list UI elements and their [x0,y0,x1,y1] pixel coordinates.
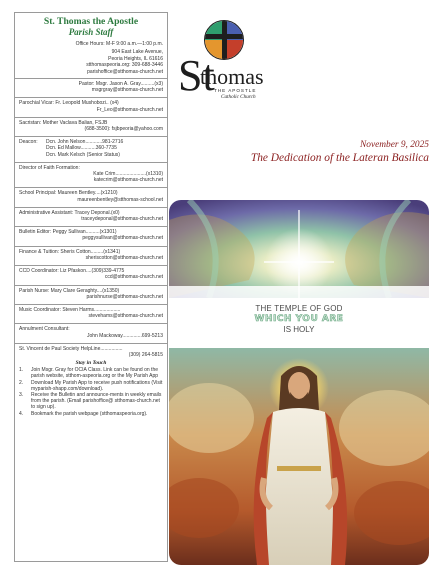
finance-email[interactable]: sheriscotton@stthomas-church.net [85,254,163,261]
deacon-spacer [19,152,46,158]
nurse-line: Parish Nurse: Mary Clare Geraghty....(x1350) [19,287,120,294]
sky-light-image [169,200,429,298]
music-email[interactable]: stevehams@stthomas-church.net [88,313,163,320]
list-item [19,380,163,392]
sacristan-block [15,118,167,133]
principal-line: School Principal: Maureen Bentley....(x1210) [19,190,118,197]
finance-line: Finance & Tuition: Sheris Cotton.........(x1341) [19,248,121,255]
principal-block [15,188,167,203]
svdp-block [15,344,167,359]
pastor-line: Pastor: Msgr. Jason A. Gray..........(x3) [78,81,163,88]
list-number: 3. [19,391,24,398]
music-line: Music Coordinator: Steven Harms................... [19,306,121,313]
list-text: Bookmark the parish webpage (stthomaspeoria.org). [31,410,148,417]
caption-highlight: WHICH YOU ARE [254,314,344,324]
deacon-line: Dcn. Ed Mallow...........360-7735 [46,145,117,152]
logo-catholic-church: Catholic Church [221,94,256,100]
admin-line: Administrative Assistant: Tracey Deponal.(x0) [19,209,120,216]
parish-logo [178,14,268,114]
sacristan-line: Sacristan: Mother Vaclava Balian, FSJB [19,119,108,126]
annulment-title: Annulment Consultant: [19,326,70,333]
sacristan-email[interactable]: (688-3500): fsjbpeoria@yahoo.com [84,126,163,133]
logo-st: St [178,51,215,100]
nurse-block [15,286,167,301]
list-text: Receive the Bulletin and announce-ments in weekly emails from the parish. (Email parishoffice@ stthomas-church.net to sign up). [31,391,162,411]
list-text: Download My Parish App to receive push notifications (Visit myparish-shapp.com/download). [31,379,163,392]
ccd-block [15,266,167,281]
vicar-line: Parochial Vicar: Fr. Leopold Mushobozi.. (x4) [19,100,119,107]
staff-title: Parish Staff [68,27,114,37]
office-hours: Office Hours: M-F 9:00 a.m.—1:00 p.m. [75,41,163,47]
bulletin-block [15,227,167,242]
christ-painting-image [169,348,429,565]
admin-block [15,208,167,223]
list-number: 2. [19,379,24,386]
bulletin-date: November 9, 2025 [360,140,429,150]
principal-email[interactable]: maureenbentley@stthomas-school.net [77,196,163,203]
vicar-email[interactable]: Fr_Leo@stthomas-church.net [96,106,163,113]
parish-staff-panel [14,12,168,562]
list-number: 1. [19,367,24,374]
office-email[interactable]: parishoffice@stthomas-church.net [87,68,163,75]
formation-title: Director of Faith Formation: [19,164,80,171]
formation-block [15,163,167,185]
nurse-email[interactable]: parishnurse@stthomas-church.net [86,293,163,300]
list-text: Join Msgr. Gray for OCIA Class. Link can be found on the parish website, stthom-aspeoria.org or the My Parish App [31,367,159,380]
finance-block [15,247,167,262]
formation-email[interactable]: katecrim@stthomas-church.net [93,177,163,184]
vicar-block [15,98,167,113]
ccd-email[interactable]: ccd@stthomas-church.net [104,274,163,281]
feast-title: The Dedication of the Lateran Basilica [250,152,429,164]
pastor-block [15,79,167,94]
ccd-line: CCD Coordinator: Liz Pfaskon....(309)339-4775 [19,268,125,275]
logo-thomas: thomas [200,64,264,89]
list-item [19,367,163,379]
list-item [19,411,163,417]
caption-line: THE TEMPLE OF GOD [255,304,343,313]
deacon-line: Dcn. Mark Kelsch (Senior Status) [46,151,120,158]
svdp-phone: (309) 264-5815 [128,351,163,358]
address-line: Peoria Heights, IL 61616 [108,55,163,62]
cover-artwork [169,200,429,565]
stay-in-touch-list [15,366,167,417]
phone-line: stthomaspeoria.org: 309-688-3446 [86,62,163,69]
bulletin-email[interactable]: peggysullivan@stthomas-church.net [82,235,163,242]
logo-apostle: THE APOSTLE [214,88,257,93]
deacon-line: Dcn. John Nelson............981-2716 [46,139,124,146]
office-info [15,38,167,75]
stay-in-touch-heading: Stay in Touch [75,360,107,367]
formation-line: Kate Crim......................(x1310) [93,171,163,178]
address-line: 904 East Lake Avenue, [111,49,163,56]
annulment-block [15,324,167,339]
panel-header [15,13,167,38]
annulment-line: John Mackoway..............699-5213 [86,332,163,339]
list-item [19,392,163,411]
parish-name: St. Thomas the Apostle [43,16,139,27]
deacon-block [15,137,167,159]
cover-caption [169,298,429,348]
deacon-row [19,152,163,158]
bulletin-line: Bulletin Editor: Peggy Sullivan..........(x1301) [19,229,117,236]
music-block [15,305,167,320]
caption-line: IS HOLY [283,325,315,334]
list-number: 4. [19,410,24,417]
pastor-email[interactable]: msgrgray@stthomas-church.net [91,87,163,94]
admin-email[interactable]: traceydeponal@stthomas-church.net [81,216,163,223]
svdp-line: St. Vincent de Paul Society HelpLine................ [19,345,123,352]
deacon-label: Deacon: [19,139,38,146]
